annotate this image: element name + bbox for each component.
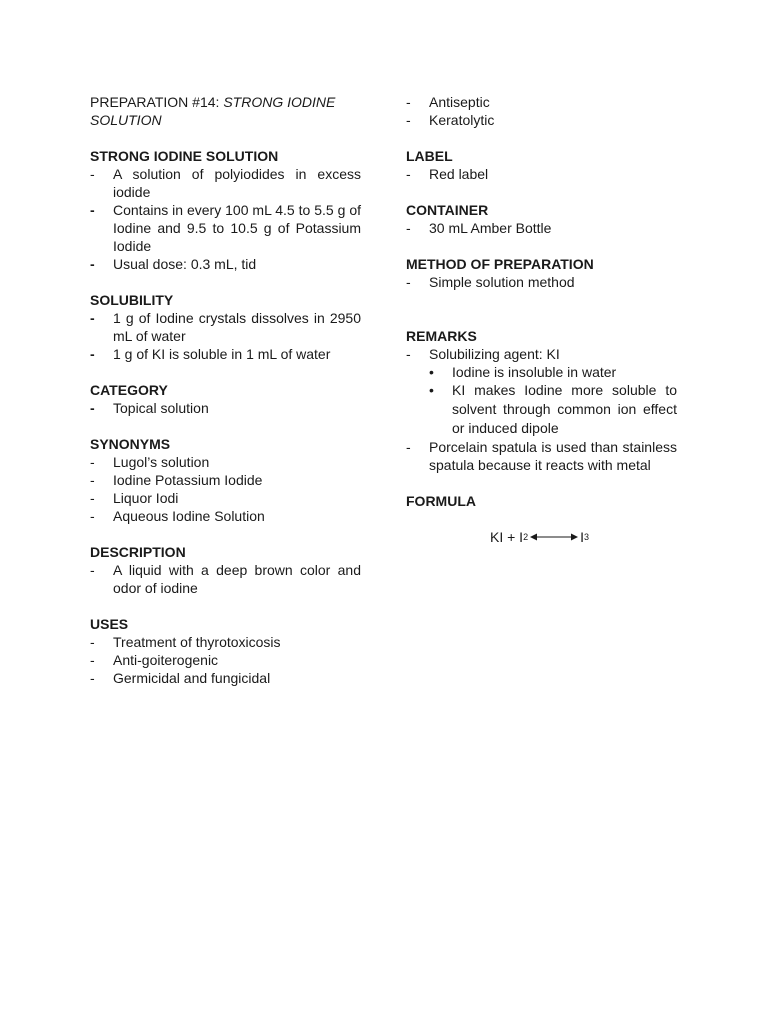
list-item: - Treatment of thyrotoxicosis bbox=[90, 633, 361, 651]
section-heading: METHOD OF PREPARATION bbox=[406, 256, 594, 272]
section-heading: USES bbox=[90, 616, 129, 632]
section-heading: REMARKS bbox=[406, 328, 477, 344]
formula-left: KI + I bbox=[490, 529, 524, 545]
list-item: - 30 mL Amber Bottle bbox=[406, 219, 677, 237]
list-item: - A liquid with a deep brown color and odor of iodine bbox=[90, 561, 361, 597]
list-item: - Solubilizing agent: KI bbox=[406, 345, 677, 363]
bullet-item: • Iodine is insoluble in water bbox=[406, 363, 677, 381]
uses-continued bbox=[406, 93, 677, 129]
list-item: - Contains in every 100 mL 4.5 to 5.5 g of Iodine and 9.5 to 10.5 g of Potassium Iodide bbox=[90, 201, 361, 255]
formula-right-sub: 3 bbox=[583, 532, 589, 542]
list-item: - Topical solution bbox=[90, 399, 361, 417]
page-title bbox=[90, 93, 361, 129]
list-item: - Porcelain spatula is used than stainless spatula because it reacts with metal bbox=[406, 438, 677, 474]
double-arrow-icon bbox=[530, 532, 578, 542]
list-item: - 1 g of Iodine crystals dissolves in 2950 mL of water bbox=[90, 309, 361, 345]
list-item: - Usual dose: 0.3 mL, tid bbox=[90, 255, 361, 273]
formula-right: I bbox=[580, 529, 584, 545]
section-heading: CONTAINER bbox=[406, 202, 489, 218]
section-heading: SOLUBILITY bbox=[90, 292, 174, 308]
list-item: - Keratolytic bbox=[406, 111, 677, 129]
section-remarks bbox=[406, 327, 677, 474]
right-column bbox=[406, 93, 677, 546]
list-item: - Anti-goiterogenic bbox=[90, 651, 361, 669]
section-heading: SYNONYMS bbox=[90, 436, 171, 452]
section-method bbox=[406, 255, 677, 291]
left-column bbox=[90, 93, 361, 687]
list-item: - Liquor Iodi bbox=[90, 489, 361, 507]
section-solubility bbox=[90, 291, 361, 363]
section-heading: CATEGORY bbox=[90, 382, 168, 398]
section-category bbox=[90, 381, 361, 417]
title-plain: PREPARATION #14: bbox=[90, 94, 224, 110]
list-item: - Antiseptic bbox=[406, 93, 677, 111]
section-heading: DESCRIPTION bbox=[90, 544, 186, 560]
formula-left-sub: 2 bbox=[523, 532, 529, 542]
title-italic: STRONG IODINE SOLUTION bbox=[90, 94, 336, 128]
section-formula bbox=[406, 492, 677, 546]
chemical-formula bbox=[406, 528, 677, 546]
list-item: - Aqueous Iodine Solution bbox=[90, 507, 361, 525]
section-container bbox=[406, 201, 677, 237]
list-item: - Simple solution method bbox=[406, 273, 677, 291]
section-strong-iodine bbox=[90, 147, 361, 273]
list-item: - Iodine Potassium Iodide bbox=[90, 471, 361, 489]
list-item: - A solution of polyiodides in excess iodide bbox=[90, 165, 361, 201]
section-heading: LABEL bbox=[406, 148, 453, 164]
bullet-item: • KI makes Iodine more soluble to solvent through common ion effect or induced dipole bbox=[406, 381, 677, 438]
list-item: - Lugol’s solution bbox=[90, 453, 361, 471]
section-heading: FORMULA bbox=[406, 493, 476, 509]
section-label bbox=[406, 147, 677, 183]
section-heading: STRONG IODINE SOLUTION bbox=[90, 148, 279, 164]
section-uses bbox=[90, 615, 361, 687]
section-description bbox=[90, 543, 361, 597]
list-item: - 1 g of KI is soluble in 1 mL of water bbox=[90, 345, 361, 363]
section-synonyms bbox=[90, 435, 361, 525]
list-item: - Red label bbox=[406, 165, 677, 183]
list-item: - Germicidal and fungicidal bbox=[90, 669, 361, 687]
